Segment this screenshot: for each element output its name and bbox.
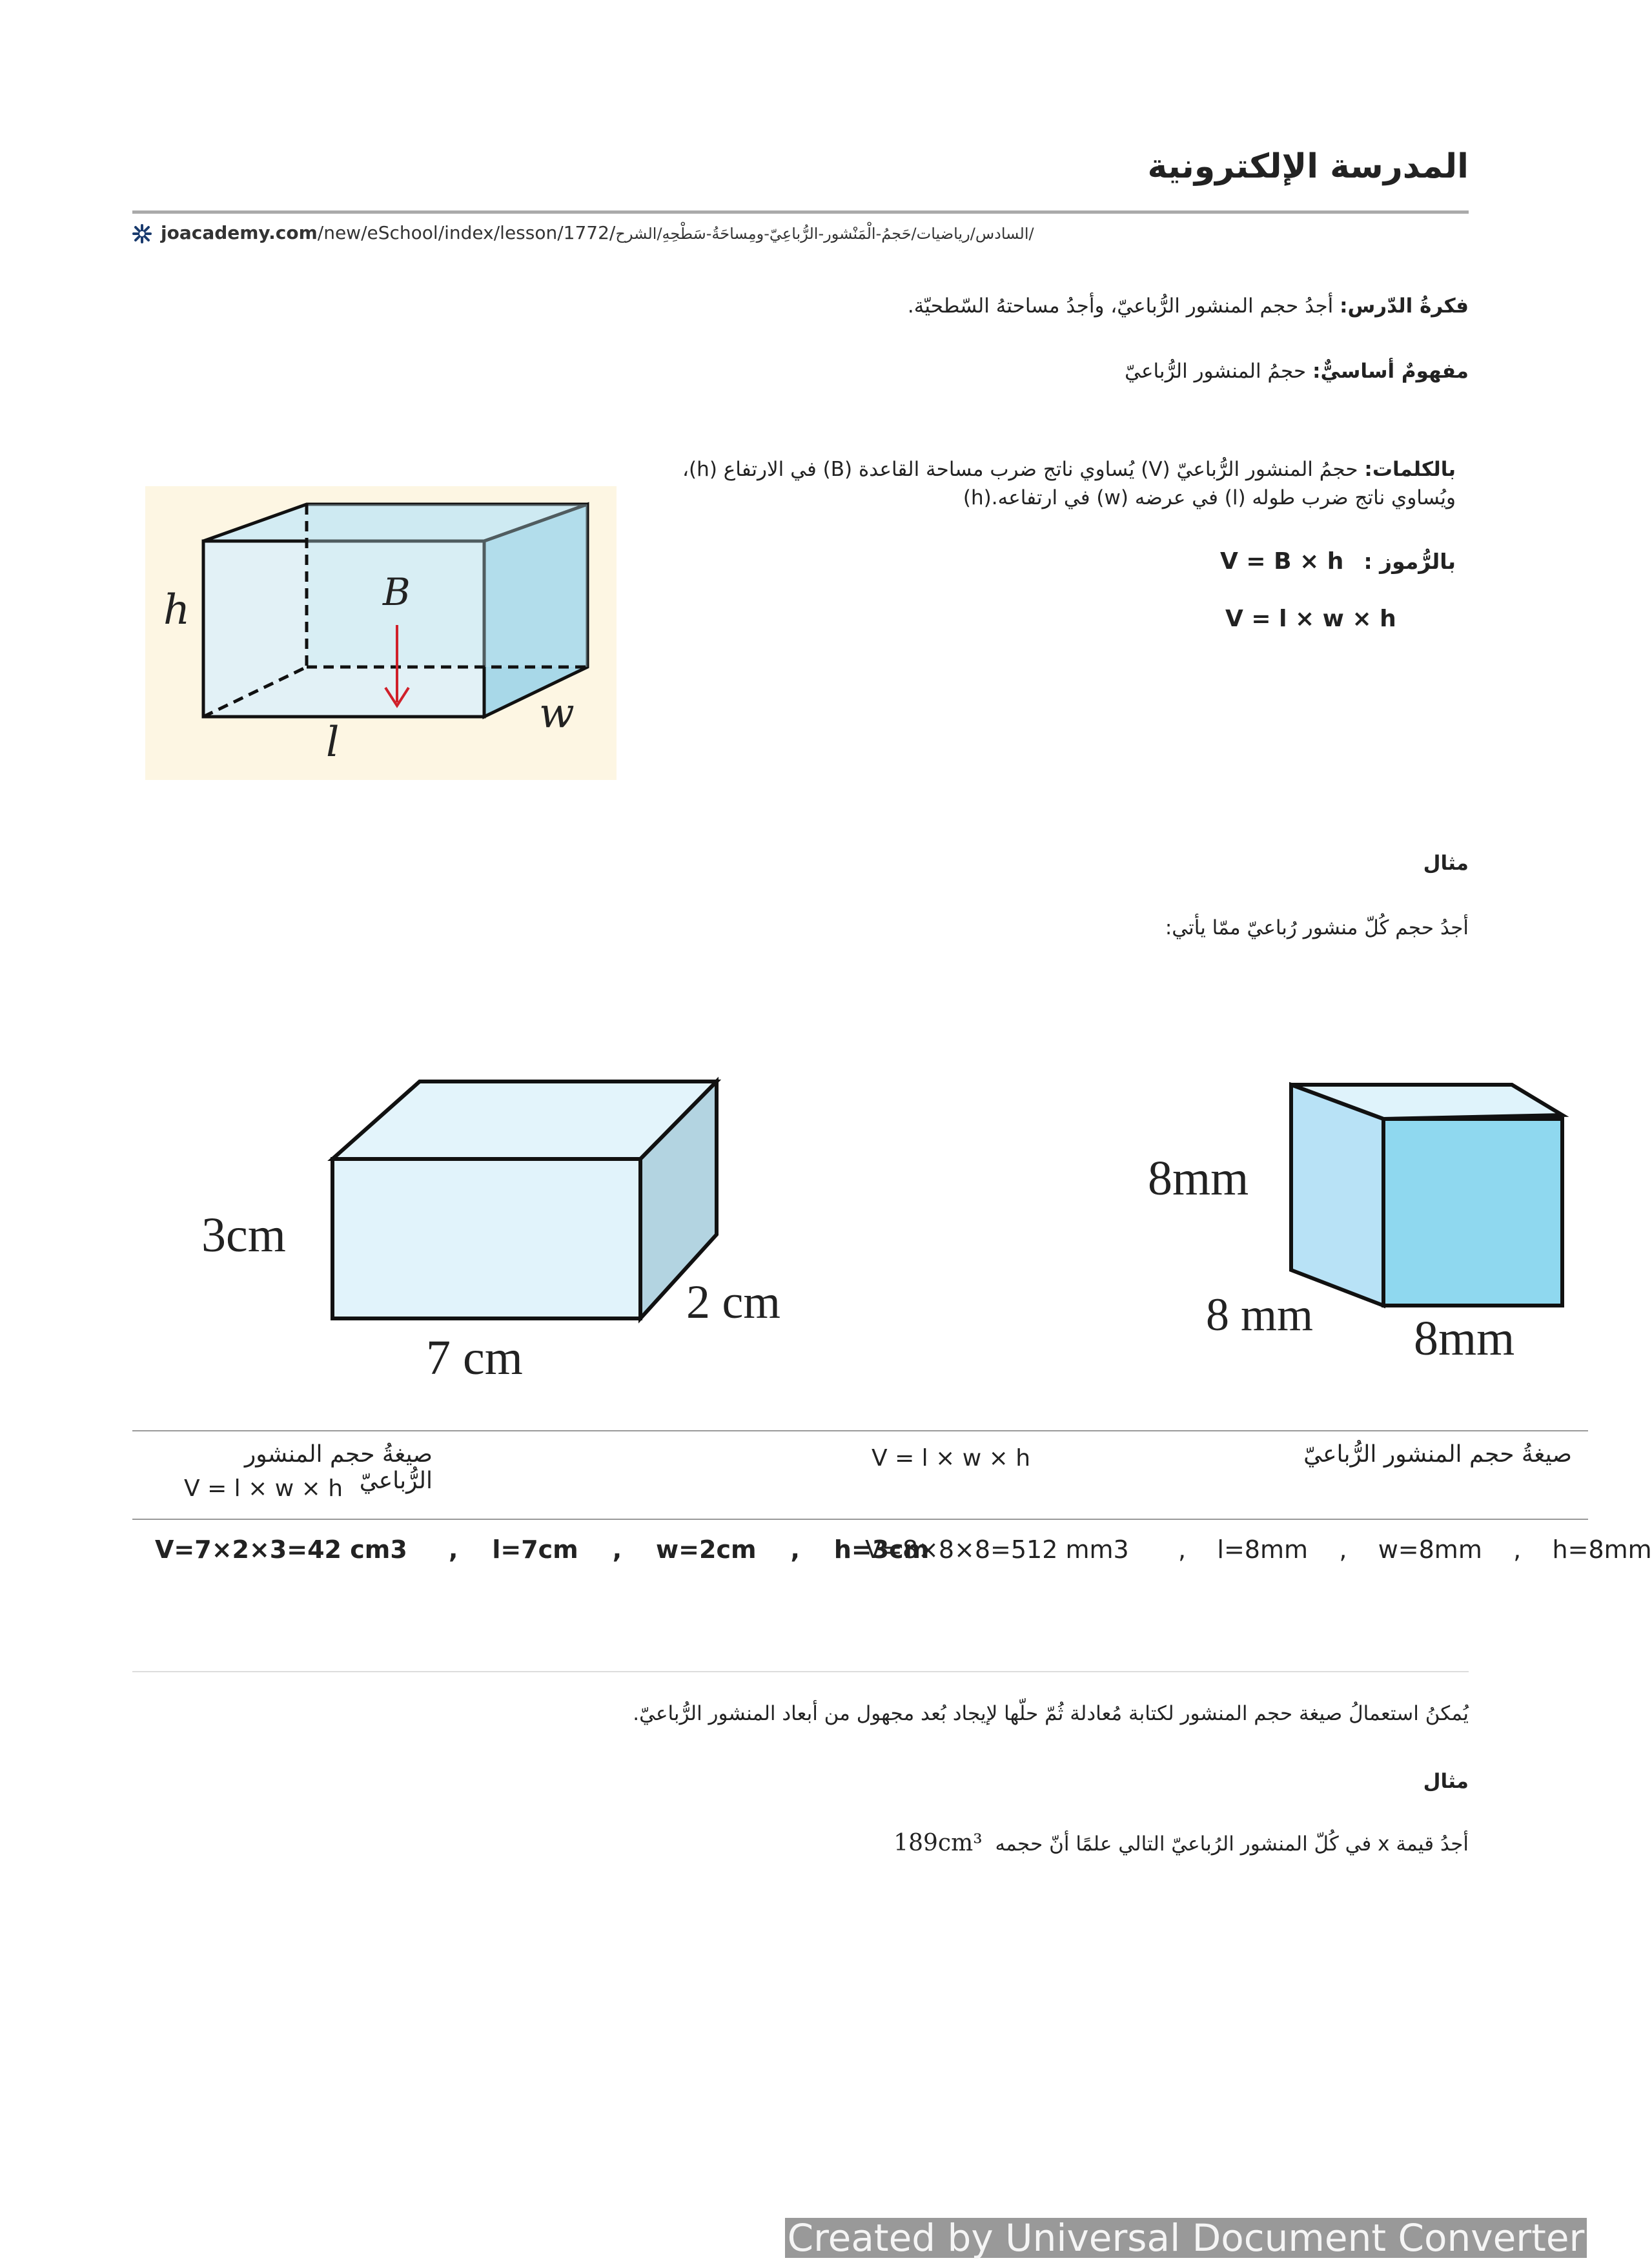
url-domain: joacademy.com [161,222,318,243]
lesson-idea [908,292,1469,320]
site-logo-icon [132,224,152,243]
example-prompt: أجدُ حجم كُلّ منشور رُباعيّ ممّا يأتي: [1165,916,1469,939]
words-text: حجمُ المنشور الرُّباعيّ (V) يُساوي ناتج ضرب مساحة القاعدة (B) في الارتفاع (h)، ويُساوي ناتج ضرب طوله (l) في عرضه (w) في ارتفاعه.(h) [682,458,1456,509]
symbols-row [1220,548,1456,576]
prism-b-width: 8 mm [1206,1289,1314,1340]
part2-text: يُمكنُ استعمالُ صيغة حجم المنشور لكتابة مُعادلة ثُمّ حلّها لإيجاد بُعد مجهول من أبعاد المنشور الرُّباعيّ. [633,1702,1469,1725]
table-result-a: V=7×2×3=42 cm3 [155,1535,407,1564]
example-heading: مثال [1423,852,1469,875]
example2-volume: 189cm³ [893,1830,983,1856]
table-formula-mid: V = l × w × h [872,1445,1031,1471]
prism-a-length: 7 cm [426,1331,523,1385]
table-formula-label-right: صيغةُ حجم المنشور الرُّباعيّ [1303,1441,1572,1468]
label-h: h [163,586,190,634]
key-concept [1125,357,1469,385]
words-label: بالكلمات: [1364,458,1456,481]
prism-a-width: 2 cm [686,1276,780,1329]
table-formula-left: V = l × w × h [184,1475,343,1502]
example2-prompt-text: أجدُ قيمة x في كُلّ المنشور الرُباعيّ التالي علمًا أنّ حجمه [995,1832,1469,1856]
section-divider [132,1671,1469,1672]
table-values-b: , l=8mm , w=8mm , h=8mm [1178,1535,1652,1564]
page-title: المدرسة الإلكترونية [1147,147,1469,186]
prism-b-height: 8mm [1148,1151,1249,1205]
definition-words [649,455,1456,512]
header-divider [132,210,1469,214]
formula-vlwh: V = l × w × h [1225,606,1396,632]
label-w: w [539,690,575,737]
prism-diagram [145,486,617,780]
key-concept-text: حجمُ المنشور الرُّباعيّ [1125,360,1307,383]
table-result-b: V=8×8×8=512 mm3 [865,1535,1129,1564]
example2-heading: مثال [1423,1770,1469,1793]
label-l: l [326,719,340,766]
symbols-label: بالرُّموز : [1363,549,1456,574]
lesson-idea-label: فكرةُ الدّرس: [1340,294,1469,318]
source-url[interactable] [132,222,1034,243]
prism-a-height: 3cm [201,1208,286,1262]
table-mid-line [132,1519,1588,1520]
label-B: B [383,570,411,614]
table-top-line [132,1430,1588,1431]
prism-b-length: 8mm [1414,1311,1515,1366]
key-concept-label: مفهومٌ أساسيٌّ: [1312,360,1469,383]
table-values-a: , l=7cm , w=2cm , h=3cm [449,1535,930,1564]
url-path: /new/eSchool/index/lesson/1772/ [317,222,616,243]
table-formula-label-left: صيغةُ حجم المنشور الرُّباعيّ [244,1441,433,1494]
example2-prompt [893,1829,1469,1858]
prism-b-drawing [1281,1075,1569,1314]
url-arabic: السادس/رياضيات/حَجمُ-الْمَنْشور-الرُّباعِيّ-ومِساحَةُ-سَطْحِهِ/الشرح/ [615,225,1034,243]
formula-vbh: V = B × h [1220,548,1344,575]
prism-a-drawing [323,1072,723,1330]
lesson-idea-text: أجدُ حجم المنشور الرُّباعيّ، وأجدُ مساحتهُ السّطحيّة. [907,294,1334,318]
converter-watermark: Created by Universal Document Converter [785,2218,1587,2258]
